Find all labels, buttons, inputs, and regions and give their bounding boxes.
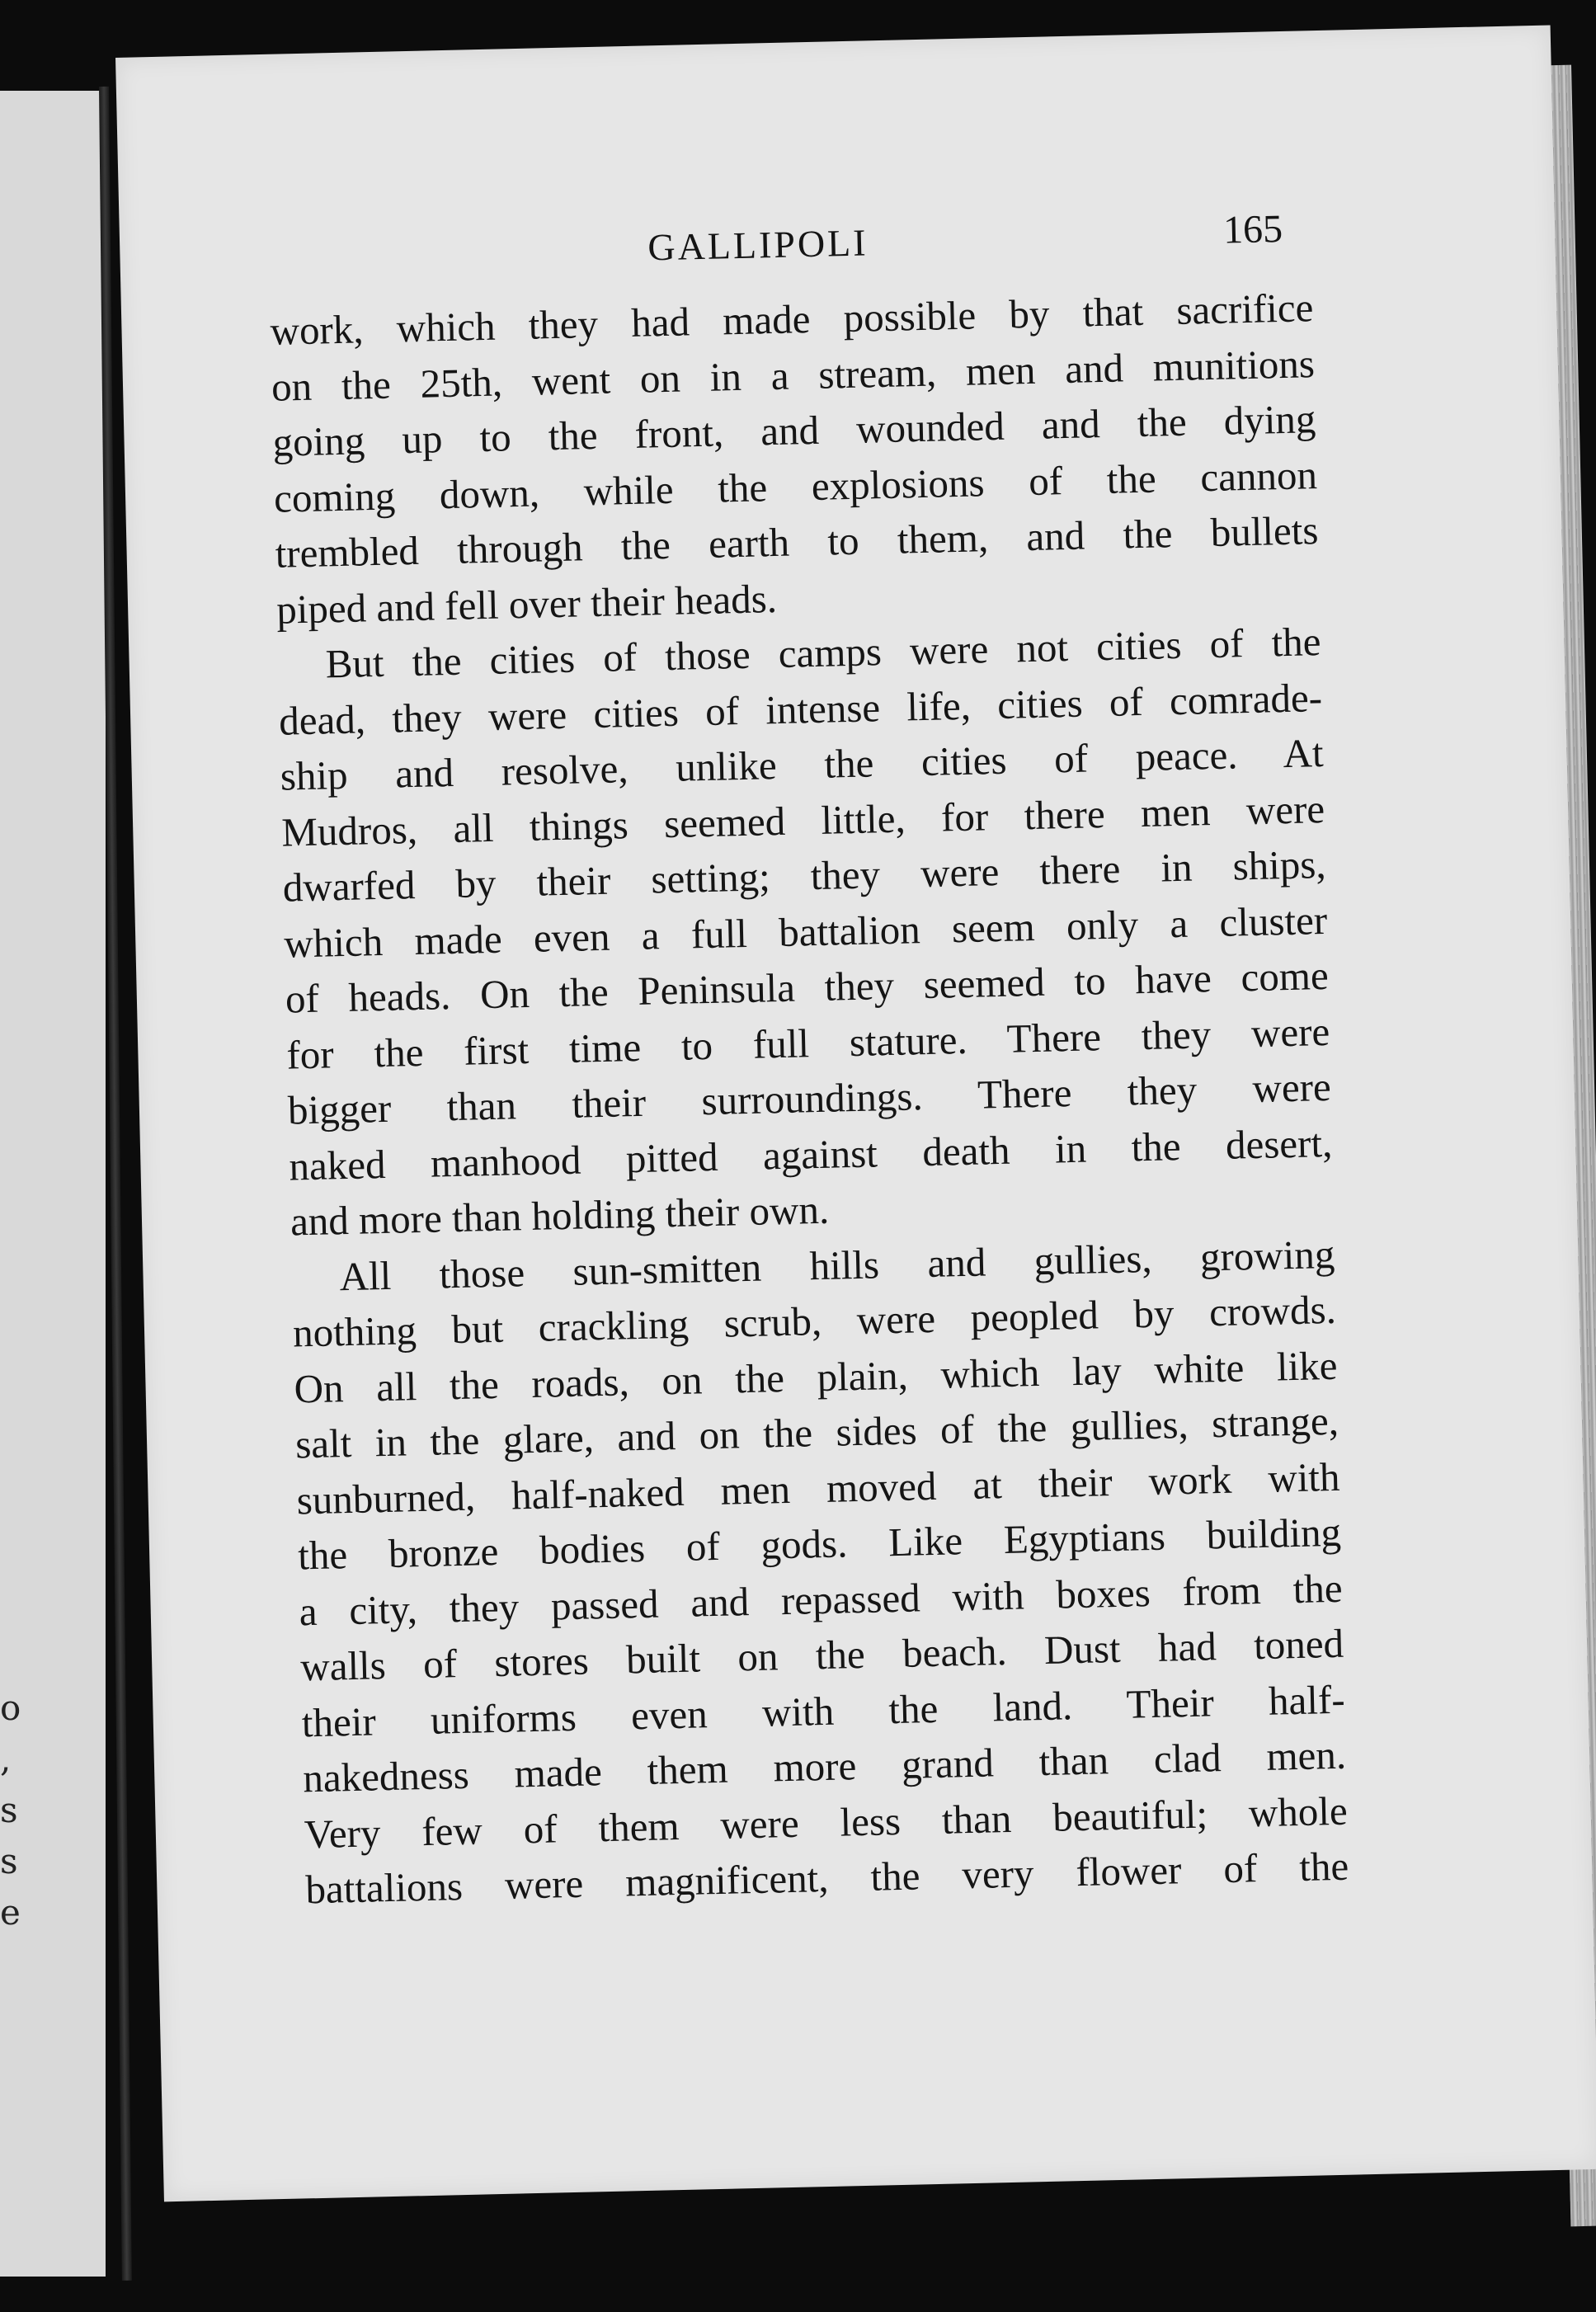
text-line: salt in the glare, and on the sides of the gullies, strange, bbox=[294, 1397, 1339, 1467]
text-line: Very few of them were less than beautiful; whole bbox=[304, 1787, 1349, 1857]
margin-char: s bbox=[0, 1790, 18, 1830]
running-head bbox=[120, 205, 1556, 286]
text-line: a city, they passed and repassed with boxes from the bbox=[299, 1565, 1344, 1634]
text-line: on the 25th, went on in a stream, men and munitions bbox=[271, 340, 1316, 410]
text-line: nothing but crackling scrub, were peopled by crowds. bbox=[292, 1286, 1337, 1356]
text-line: trembled through the earth to them, and the bullets bbox=[275, 507, 1319, 577]
text-line: battalions were magnificent, the very flower of the bbox=[304, 1843, 1349, 1913]
text-line: ship and resolve, unlike the cities of peace. At bbox=[280, 729, 1325, 799]
text-line: work, which they had made possible by that sacrifice bbox=[269, 285, 1314, 354]
text-line: for the first time to full stature. There they were bbox=[285, 1008, 1330, 1078]
text-line: which made even a full battalion seem only a cluster bbox=[283, 897, 1328, 967]
margin-char: s bbox=[0, 1841, 18, 1881]
text-line: coming down, while the explosions of the cannon bbox=[273, 451, 1318, 521]
text-line: walls of stores built on the beach. Dust had toned bbox=[299, 1620, 1344, 1690]
book-page bbox=[115, 26, 1596, 2202]
paragraph-3 bbox=[291, 1226, 1349, 1917]
text-line: sunburned, half-naked men moved at their work with bbox=[296, 1453, 1341, 1523]
paragraph-2 bbox=[277, 614, 1335, 1250]
margin-char: o bbox=[0, 1688, 21, 1728]
left-page-fragment bbox=[0, 91, 106, 2277]
text-line: going up to the front, and wounded and the dying bbox=[272, 396, 1316, 465]
left-page-margin-text bbox=[0, 1683, 21, 1938]
text-line: and more than holding their own. bbox=[290, 1186, 830, 1245]
text-line: dead, they were cities of intense life, cities of comrade- bbox=[278, 674, 1323, 744]
margin-char: , bbox=[0, 1739, 12, 1779]
text-line: the bronze bodies of gods. Like Egyptians building bbox=[297, 1509, 1342, 1579]
text-line: their uniforms even with the land. Their half- bbox=[301, 1676, 1346, 1745]
text-line: On all the roads, on the plain, which lay white like bbox=[294, 1342, 1338, 1411]
text-line: dwarfed by their setting; they were there in ships, bbox=[282, 841, 1327, 911]
text-line: naked manhood pitted against death in the desert, bbox=[288, 1119, 1333, 1189]
margin-char: e bbox=[0, 1892, 21, 1933]
running-title: GALLIPOLI bbox=[647, 221, 869, 269]
text-line: bigger than their surroundings. There they were bbox=[287, 1063, 1332, 1133]
text-line: Mudros, all things seemed little, for there men were bbox=[280, 785, 1325, 855]
paragraph-1 bbox=[270, 280, 1321, 638]
text-line: nakedness made them more grand than clad men. bbox=[302, 1731, 1347, 1801]
text-line: piped and fell over their heads. bbox=[275, 575, 778, 633]
text-line: of heads. On the Peninsula they seemed to have come bbox=[285, 952, 1330, 1022]
body-text bbox=[270, 280, 1349, 1918]
text-line: But the cities of those camps were not cities of the bbox=[325, 619, 1322, 687]
text-line: All those sun-smitten hills and gullies, growing bbox=[338, 1231, 1335, 1299]
page-number: 165 bbox=[1222, 206, 1283, 252]
